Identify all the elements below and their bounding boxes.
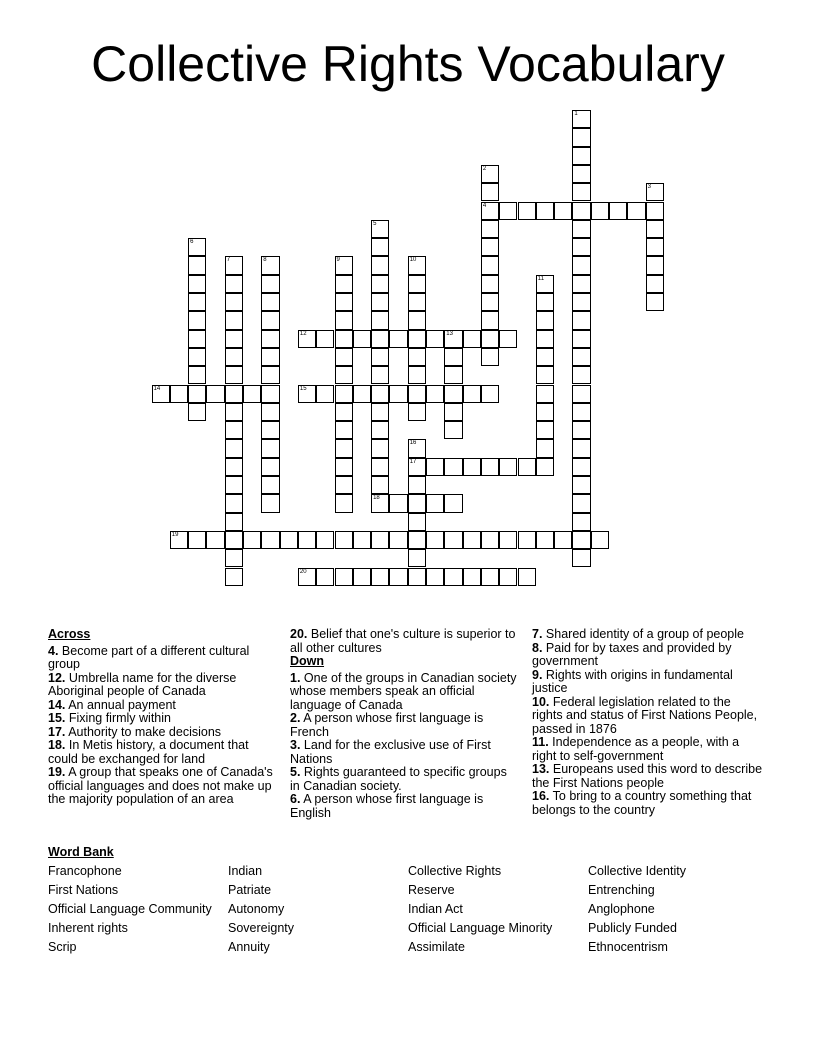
- grid-cell[interactable]: [572, 458, 590, 476]
- grid-cell[interactable]: [188, 385, 206, 403]
- word-bank-item: Patriate: [228, 883, 272, 897]
- clue-down-5: 5. Rights guaranteed to specific groups in Canadian society.: [290, 765, 507, 793]
- grid-cell[interactable]: [408, 403, 426, 421]
- grid-cell[interactable]: [335, 256, 353, 274]
- grid-clue-number: 12: [299, 330, 307, 337]
- word-bank-row: [48, 921, 768, 940]
- grid-cell[interactable]: [225, 513, 243, 531]
- grid-cell[interactable]: [261, 403, 279, 421]
- grid-cell[interactable]: [444, 385, 462, 403]
- grid-cell[interactable]: [371, 256, 389, 274]
- grid-cell[interactable]: [188, 293, 206, 311]
- grid-cell[interactable]: [627, 202, 645, 220]
- grid-cell[interactable]: [298, 568, 316, 586]
- grid-cell[interactable]: [298, 385, 316, 403]
- word-bank-item: Inherent rights: [48, 921, 128, 935]
- grid-cell[interactable]: [335, 458, 353, 476]
- grid-cell[interactable]: [499, 568, 517, 586]
- grid-cell[interactable]: [261, 256, 279, 274]
- grid-cell[interactable]: [261, 366, 279, 384]
- clue-down-8: 8. Paid for by taxes and provided by government: [532, 640, 732, 668]
- grid-cell[interactable]: [335, 330, 353, 348]
- grid-cell[interactable]: [499, 330, 517, 348]
- grid-clue-number: 10: [409, 257, 417, 264]
- grid-cell[interactable]: [335, 311, 353, 329]
- word-bank-row: [48, 883, 768, 902]
- grid-cell[interactable]: [371, 311, 389, 329]
- grid-cell[interactable]: [335, 439, 353, 457]
- grid-clue-number: 1: [574, 111, 578, 117]
- clue-down-10: 10. Federal legislation related to the rights and status of First Nations People, passed in 1876: [532, 694, 758, 736]
- grid-cell[interactable]: [170, 385, 188, 403]
- grid-cell[interactable]: [426, 458, 444, 476]
- grid-cell[interactable]: [335, 476, 353, 494]
- word-bank-item: Entrenching: [588, 883, 655, 897]
- grid-cell[interactable]: [188, 366, 206, 384]
- grid-cell[interactable]: [481, 531, 499, 549]
- word-bank-item: Autonomy: [228, 902, 285, 916]
- grid-cell[interactable]: [371, 366, 389, 384]
- grid-cell[interactable]: [426, 385, 444, 403]
- grid-cell[interactable]: [572, 238, 590, 256]
- grid-cell[interactable]: [444, 348, 462, 366]
- grid-cell[interactable]: [335, 568, 353, 586]
- grid-cell[interactable]: [316, 330, 334, 348]
- clue-across-4: 4. Become part of a different cultural group: [48, 643, 250, 671]
- grid-cell[interactable]: [261, 385, 279, 403]
- grid-cell[interactable]: [572, 165, 590, 183]
- grid-cell[interactable]: [188, 311, 206, 329]
- grid-cell[interactable]: [261, 494, 279, 512]
- grid-cell[interactable]: [371, 238, 389, 256]
- word-bank-item: Sovereignty: [228, 921, 295, 935]
- grid-cell[interactable]: [536, 439, 554, 457]
- grid-cell[interactable]: [371, 330, 389, 348]
- word-bank-item: Ethnocentrism: [588, 940, 668, 954]
- grid-cell[interactable]: [353, 330, 371, 348]
- grid-cell[interactable]: [225, 549, 243, 567]
- grid-clue-number: 18: [373, 495, 380, 502]
- across-heading: Across: [48, 627, 91, 641]
- grid-clue-number: 9: [336, 257, 340, 264]
- grid-cell[interactable]: [188, 256, 206, 274]
- grid-cell[interactable]: [536, 348, 554, 366]
- clues-column-1: [48, 628, 276, 807]
- grid-cell[interactable]: [536, 366, 554, 384]
- clue-down-7: 7. Shared identity of a group of people: [532, 627, 744, 641]
- grid-cell[interactable]: [298, 330, 316, 348]
- grid-cell[interactable]: [646, 220, 664, 238]
- grid-cell[interactable]: [188, 403, 206, 421]
- grid-cell[interactable]: [572, 549, 590, 567]
- grid-cell[interactable]: [389, 494, 407, 512]
- grid-clue-number: 8: [263, 257, 267, 264]
- grid-cell[interactable]: [225, 494, 243, 512]
- grid-cell[interactable]: [389, 330, 407, 348]
- word-bank-item: Publicly Funded: [588, 921, 677, 935]
- clue-down-9: 9. Rights with origins in fundamental justice: [532, 667, 733, 695]
- grid-cell[interactable]: [426, 568, 444, 586]
- grid-cell[interactable]: [225, 256, 243, 274]
- page-title: Collective Rights Vocabulary: [91, 36, 725, 92]
- grid-cell[interactable]: [536, 202, 554, 220]
- grid-cell[interactable]: [408, 348, 426, 366]
- grid-cell[interactable]: [353, 531, 371, 549]
- grid-cell[interactable]: [444, 494, 462, 512]
- grid-cell[interactable]: [335, 293, 353, 311]
- grid-cell[interactable]: [463, 385, 481, 403]
- grid-cell[interactable]: [316, 568, 334, 586]
- grid-cell[interactable]: [499, 202, 517, 220]
- grid-clue-number: 3: [647, 184, 651, 191]
- clue-down-6: 6. A person whose first language is English: [290, 792, 484, 820]
- grid-cell[interactable]: [572, 275, 590, 293]
- grid-cell[interactable]: [536, 311, 554, 329]
- grid-cell[interactable]: [646, 275, 664, 293]
- grid-cell[interactable]: [206, 531, 224, 549]
- clue-across-15: 15. Fixing firmly within: [48, 711, 171, 725]
- grid-cell[interactable]: [572, 494, 590, 512]
- grid-cell[interactable]: [646, 183, 664, 201]
- grid-cell[interactable]: [499, 458, 517, 476]
- grid-cell[interactable]: [316, 531, 334, 549]
- grid-cell[interactable]: [481, 202, 499, 220]
- grid-clue-number: 13: [446, 330, 453, 337]
- grid-cell[interactable]: [518, 568, 536, 586]
- clue-down-2: 2. A person whose first language is French: [290, 711, 484, 739]
- grid-clue-number: 14: [153, 385, 161, 392]
- clue-across-19: 19. A group that speaks one of Canada's official languages and does not make up the majority population of an area: [48, 765, 273, 806]
- grid-clue-number: 19: [171, 531, 179, 538]
- grid-clue-number: 17: [409, 458, 417, 465]
- clues-column-3: [532, 628, 764, 817]
- grid-cell[interactable]: [389, 385, 407, 403]
- grid-clue-number: 11: [537, 275, 545, 282]
- grid-cell[interactable]: [371, 275, 389, 293]
- grid-cell[interactable]: [188, 531, 206, 549]
- grid-cell[interactable]: [481, 220, 499, 238]
- grid-cell[interactable]: [225, 293, 243, 311]
- grid-cell[interactable]: [335, 531, 353, 549]
- grid-cell[interactable]: [371, 293, 389, 311]
- grid-cell[interactable]: [371, 403, 389, 421]
- grid-cell[interactable]: [261, 275, 279, 293]
- grid-cell[interactable]: [554, 202, 572, 220]
- grid-cell[interactable]: [225, 275, 243, 293]
- grid-cell[interactable]: [481, 293, 499, 311]
- grid-cell[interactable]: [572, 330, 590, 348]
- grid-cell[interactable]: [572, 513, 590, 531]
- grid-cell[interactable]: [371, 458, 389, 476]
- grid-cell[interactable]: [261, 439, 279, 457]
- grid-cell[interactable]: [572, 220, 590, 238]
- word-bank-item: Indian Act: [408, 902, 463, 916]
- clue-down-3: 3. Land for the exclusive use of First Nations: [290, 738, 491, 766]
- grid-cell[interactable]: [536, 330, 554, 348]
- grid-cell[interactable]: [536, 531, 554, 549]
- grid-cell[interactable]: [572, 311, 590, 329]
- clues-column-2: [290, 628, 518, 820]
- grid-clue-number: 6: [190, 239, 194, 246]
- grid-cell[interactable]: [518, 458, 536, 476]
- grid-cell[interactable]: [609, 202, 627, 220]
- grid-cell[interactable]: [536, 403, 554, 421]
- grid-cell[interactable]: [408, 494, 426, 512]
- word-bank-heading: Word Bank: [48, 845, 114, 859]
- grid-cell[interactable]: [261, 458, 279, 476]
- grid-cell[interactable]: [572, 256, 590, 274]
- grid-cell[interactable]: [408, 385, 426, 403]
- grid-cell[interactable]: [225, 311, 243, 329]
- grid-cell[interactable]: [499, 531, 517, 549]
- grid-cell[interactable]: [426, 330, 444, 348]
- grid-cell[interactable]: [426, 494, 444, 512]
- grid-cell[interactable]: [481, 238, 499, 256]
- grid-cell[interactable]: [591, 202, 609, 220]
- grid-cell[interactable]: [335, 366, 353, 384]
- grid-cell[interactable]: [481, 568, 499, 586]
- grid-cell[interactable]: [572, 476, 590, 494]
- grid-cell[interactable]: [225, 348, 243, 366]
- grid-cell[interactable]: [646, 238, 664, 256]
- down-heading: Down: [290, 654, 325, 668]
- grid-cell[interactable]: [646, 202, 664, 220]
- grid-cell[interactable]: [481, 458, 499, 476]
- grid-cell[interactable]: [572, 183, 590, 201]
- grid-cell[interactable]: [426, 531, 444, 549]
- word-bank-item: Collective Rights: [408, 864, 502, 878]
- grid-cell[interactable]: [371, 476, 389, 494]
- word-bank-row: [48, 902, 768, 921]
- grid-cell[interactable]: [646, 256, 664, 274]
- word-bank-item: Indian: [228, 864, 263, 878]
- grid-cell[interactable]: [408, 531, 426, 549]
- grid-cell[interactable]: [408, 293, 426, 311]
- grid-cell[interactable]: [554, 531, 572, 549]
- grid-cell[interactable]: [518, 202, 536, 220]
- word-bank-item: Reserve: [408, 883, 455, 897]
- grid-cell[interactable]: [536, 421, 554, 439]
- grid-cell[interactable]: [261, 348, 279, 366]
- grid-cell[interactable]: [225, 476, 243, 494]
- grid-cell[interactable]: [572, 293, 590, 311]
- clue-across-14: 14. An annual payment: [48, 697, 176, 712]
- word-bank-row: [48, 940, 768, 959]
- grid-cell[interactable]: [536, 385, 554, 403]
- grid-cell[interactable]: [206, 385, 224, 403]
- grid-cell[interactable]: [646, 293, 664, 311]
- grid-cell[interactable]: [591, 531, 609, 549]
- grid-cell[interactable]: [225, 421, 243, 439]
- word-bank-item: Francophone: [48, 864, 122, 878]
- grid-cell[interactable]: [261, 330, 279, 348]
- grid-cell[interactable]: [408, 513, 426, 531]
- grid-cell[interactable]: [444, 458, 462, 476]
- grid-cell[interactable]: [152, 385, 170, 403]
- grid-cell[interactable]: [408, 549, 426, 567]
- grid-cell[interactable]: [444, 366, 462, 384]
- grid-cell[interactable]: [572, 348, 590, 366]
- grid-cell[interactable]: [335, 385, 353, 403]
- clue-across-17: 17. Authority to make decisions: [48, 724, 222, 739]
- word-bank-item: First Nations: [48, 883, 119, 897]
- grid-cell[interactable]: [225, 385, 243, 403]
- grid-cell[interactable]: [463, 330, 481, 348]
- grid-cell[interactable]: [389, 568, 407, 586]
- grid-cell[interactable]: [335, 348, 353, 366]
- grid-cell[interactable]: [444, 531, 462, 549]
- grid-cell[interactable]: [316, 385, 334, 403]
- grid-cell[interactable]: [243, 385, 261, 403]
- grid-cell[interactable]: [353, 568, 371, 586]
- grid-cell[interactable]: [261, 421, 279, 439]
- grid-cell[interactable]: [188, 238, 206, 256]
- grid-cell[interactable]: [188, 275, 206, 293]
- clue-down-1: 1. One of the groups in Canadian society whose members speak an official language of Canada: [290, 670, 517, 712]
- grid-cell[interactable]: [408, 568, 426, 586]
- grid-cell[interactable]: [408, 439, 426, 457]
- grid-cell[interactable]: [371, 421, 389, 439]
- grid-cell[interactable]: [225, 531, 243, 549]
- grid-cell[interactable]: [371, 385, 389, 403]
- grid-cell[interactable]: [225, 568, 243, 586]
- grid-cell[interactable]: [298, 531, 316, 549]
- word-bank-item: Official Language Community: [48, 902, 212, 916]
- grid-clue-number: 7: [226, 257, 231, 264]
- grid-cell[interactable]: [261, 476, 279, 494]
- word-bank-item: Assimilate: [408, 940, 465, 954]
- grid-cell[interactable]: [335, 275, 353, 293]
- grid-cell[interactable]: [170, 531, 188, 549]
- grid-cell[interactable]: [225, 458, 243, 476]
- grid-cell[interactable]: [444, 421, 462, 439]
- grid-cell[interactable]: [444, 403, 462, 421]
- grid-cell[interactable]: [335, 403, 353, 421]
- grid-cell[interactable]: [261, 311, 279, 329]
- grid-cell[interactable]: [481, 311, 499, 329]
- grid-clue-number: 20: [299, 568, 307, 575]
- grid-cell[interactable]: [572, 531, 590, 549]
- grid-cell[interactable]: [243, 531, 261, 549]
- grid-cell[interactable]: [408, 458, 426, 476]
- clue-across-12: 12. Umbrella name for the diverse Aboriginal people of Canada: [48, 670, 237, 698]
- grid-cell[interactable]: [536, 293, 554, 311]
- grid-cell[interactable]: [572, 110, 590, 128]
- grid-cell[interactable]: [481, 275, 499, 293]
- word-bank-item: Annuity: [228, 940, 270, 954]
- grid-cell[interactable]: [408, 476, 426, 494]
- grid-cell[interactable]: [371, 568, 389, 586]
- grid-cell[interactable]: [371, 531, 389, 549]
- grid-cell[interactable]: [408, 366, 426, 384]
- grid-clue-number: 2: [482, 165, 487, 172]
- word-bank-item: Collective Identity: [588, 864, 686, 878]
- grid-cell[interactable]: [408, 256, 426, 274]
- grid-cell[interactable]: [481, 385, 499, 403]
- word-bank-item: Anglophone: [588, 902, 655, 916]
- grid-cell[interactable]: [572, 202, 590, 220]
- word-bank: [48, 864, 768, 959]
- grid-clue-number: 4: [482, 202, 487, 209]
- clue-across-18: 18. In Metis history, a document that could be exchanged for land: [48, 738, 249, 766]
- grid-cell[interactable]: [408, 275, 426, 293]
- grid-cell[interactable]: [444, 330, 462, 348]
- grid-cell[interactable]: [572, 366, 590, 384]
- grid-cell[interactable]: [261, 531, 279, 549]
- grid-cell[interactable]: [335, 421, 353, 439]
- grid-cell[interactable]: [353, 385, 371, 403]
- grid-cell[interactable]: [280, 531, 298, 549]
- grid-cell[interactable]: [572, 421, 590, 439]
- grid-cell[interactable]: [572, 439, 590, 457]
- grid-cell[interactable]: [481, 330, 499, 348]
- grid-cell[interactable]: [371, 348, 389, 366]
- grid-clue-number: 16: [409, 440, 417, 447]
- grid-cell[interactable]: [371, 439, 389, 457]
- grid-cell[interactable]: [261, 293, 279, 311]
- grid-cell[interactable]: [481, 256, 499, 274]
- grid-cell[interactable]: [444, 568, 462, 586]
- grid-cell[interactable]: [572, 385, 590, 403]
- grid-cell[interactable]: [225, 439, 243, 457]
- grid-clue-number: 5: [373, 220, 377, 227]
- grid-cell[interactable]: [536, 275, 554, 293]
- grid-cell[interactable]: [481, 165, 499, 183]
- grid-cell[interactable]: [335, 494, 353, 512]
- clue-down-16: 16. To bring to a country something that belongs to the country: [532, 789, 752, 817]
- grid-cell[interactable]: [572, 147, 590, 165]
- grid-clue-number: 15: [299, 385, 307, 392]
- word-bank-row: [48, 864, 768, 883]
- grid-cell[interactable]: [572, 128, 590, 146]
- grid-cell[interactable]: [481, 183, 499, 201]
- grid-cell[interactable]: [518, 531, 536, 549]
- clue-across-20: 20. Belief that one's culture is superior to all other cultures: [290, 627, 516, 655]
- grid-cell[interactable]: [572, 403, 590, 421]
- grid-cell[interactable]: [188, 330, 206, 348]
- grid-cell[interactable]: [225, 330, 243, 348]
- grid-cell[interactable]: [536, 458, 554, 476]
- grid-cell[interactable]: [371, 494, 389, 512]
- grid-cell[interactable]: [463, 458, 481, 476]
- grid-cell[interactable]: [463, 568, 481, 586]
- grid-cell[interactable]: [389, 531, 407, 549]
- grid-cell[interactable]: [225, 403, 243, 421]
- grid-cell[interactable]: [225, 366, 243, 384]
- grid-cell[interactable]: [408, 330, 426, 348]
- grid-cell[interactable]: [463, 531, 481, 549]
- clue-down-13: 13. Europeans used this word to describe the First Nations people: [532, 762, 763, 790]
- grid-cell[interactable]: [481, 348, 499, 366]
- grid-cell[interactable]: [408, 311, 426, 329]
- word-bank-item: Scrip: [48, 940, 77, 954]
- word-bank-item: Official Language Minority: [408, 921, 553, 935]
- grid-cell[interactable]: [188, 348, 206, 366]
- grid-cell[interactable]: [371, 220, 389, 238]
- clue-down-11: 11. Independence as a people, with a right to self-government: [532, 735, 740, 763]
